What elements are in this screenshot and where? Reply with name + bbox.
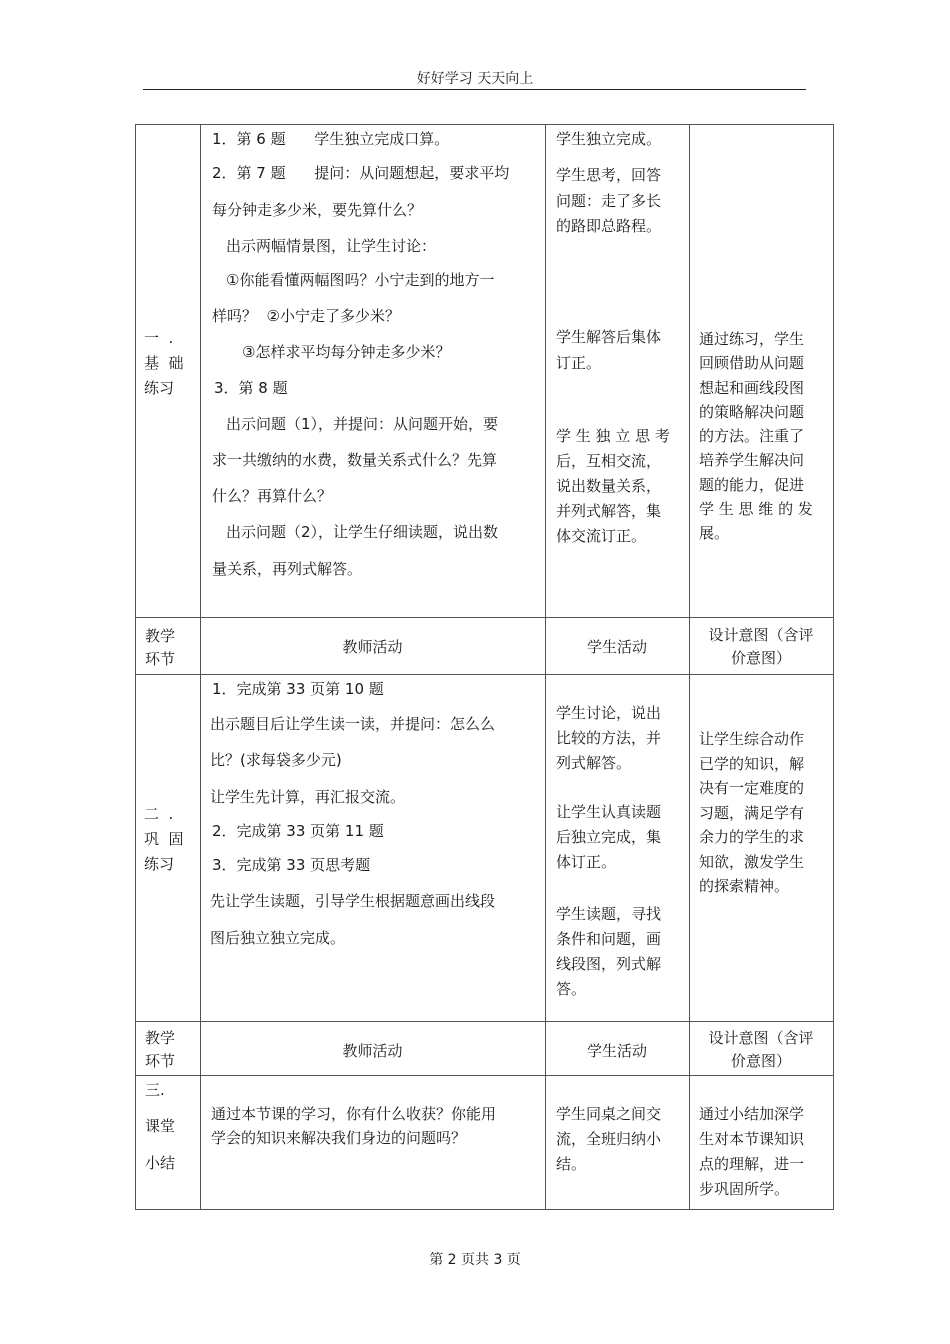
text-line: 题的能力，促进 xyxy=(699,475,805,494)
text-line: 比较的方法，并 xyxy=(556,729,662,747)
text-line: 通过本节课的学习，你有什么收获？你能用 xyxy=(211,1105,497,1123)
text-line: ③怎样求平均每分钟走多少米？ xyxy=(242,343,451,361)
text-line: 通过小结加深学 xyxy=(699,1105,805,1123)
table-border-right xyxy=(833,124,834,1210)
text-line: 步巩固所学。 xyxy=(699,1180,790,1198)
text-line: 培养学生解决问 xyxy=(699,451,805,470)
text-line: 出示问题（1），并提问：从问题开始，要 xyxy=(226,415,499,433)
text-line: 后，互相交流， xyxy=(556,452,662,470)
text-line: 余力的学生的求 xyxy=(699,828,805,846)
text-line: 学生同桌之间交 xyxy=(556,1105,662,1123)
text-line: 3．第 8 题 xyxy=(214,379,288,397)
section-title: 课堂 xyxy=(145,1117,176,1135)
header-text: 设计意图（含评 xyxy=(708,1029,814,1047)
row-divider xyxy=(135,1075,834,1076)
page-footer: 第 2 页共 3 页 xyxy=(429,1252,521,1268)
text-line: ①你能看懂两幅图吗？小宁走到的地方一 xyxy=(226,271,495,289)
header-rule xyxy=(143,89,806,90)
header-text: 教学 xyxy=(145,1029,176,1047)
text-line: 结。 xyxy=(556,1155,587,1173)
section-number: 一 . xyxy=(144,329,174,347)
text-line: 想起和画线段图 xyxy=(699,378,805,397)
row-divider xyxy=(135,1021,834,1022)
text-line: 什么？再算什么？ xyxy=(212,487,333,505)
teacher-activity-cell xyxy=(211,1102,543,1150)
section-title: 基 础 xyxy=(144,354,184,372)
text-line: 已学的知识，解 xyxy=(699,754,805,773)
row-divider xyxy=(135,674,834,675)
text-line: 习题，满足学有 xyxy=(699,803,805,822)
header-text: 设计意图（含评 xyxy=(708,626,814,644)
text-line: 知欲，激发学生 xyxy=(699,852,805,871)
text-line: 列式解答。 xyxy=(556,754,632,772)
section-label xyxy=(144,802,196,877)
text-line: 出示题目后让学生读一读，并提问：怎么么 xyxy=(210,715,496,733)
section-title: 练习 xyxy=(144,379,175,397)
text-line: 的方法。注重了 xyxy=(699,427,805,446)
column-header-stage xyxy=(145,1027,197,1073)
section-label xyxy=(144,326,196,401)
header-text: 环节 xyxy=(145,650,176,668)
text-line: 说出数量关系， xyxy=(556,477,662,495)
text-line: 3．完成第 33 页思考题 xyxy=(212,856,371,874)
text-line: 让学生综合动作 xyxy=(699,730,805,748)
section-number: 三. xyxy=(145,1081,165,1099)
text-line: 学生思考，回答 xyxy=(556,166,662,184)
text-line: 展。 xyxy=(699,524,730,543)
text-line: 图后独立独立完成。 xyxy=(210,929,346,947)
text-line: 1．第 6 题 学生独立完成口算。 xyxy=(212,130,450,148)
text-line: 条件和问题，画 xyxy=(556,930,662,948)
text-line: 1．完成第 33 页第 10 题 xyxy=(212,680,384,698)
table-border-top xyxy=(135,124,834,125)
text-line: 学 生 独 立 思 考 xyxy=(556,427,670,445)
text-line: 体订正。 xyxy=(556,853,617,871)
text-line: 学生独立完成。 xyxy=(556,130,662,148)
header-text: 环节 xyxy=(145,1052,176,1070)
text-line: 回顾借助从问题 xyxy=(699,354,805,373)
text-line: 点的理解，进一 xyxy=(699,1155,805,1173)
text-line: 订正。 xyxy=(556,354,602,372)
row-divider xyxy=(135,617,834,618)
text-line: 答。 xyxy=(556,980,587,998)
section-title: 巩 固 xyxy=(144,830,184,848)
text-line: 流，全班归纳小 xyxy=(556,1130,662,1148)
text-line: 让学生先计算，再汇报交流。 xyxy=(210,788,406,806)
text-line: 出示两幅情景图，让学生讨论： xyxy=(226,237,437,255)
text-line: 学会的知识来解决我们身边的问题吗？ xyxy=(211,1129,467,1147)
text-line: 线段图，列式解 xyxy=(556,955,662,973)
text-line: 后独立完成，集 xyxy=(556,828,662,846)
text-line: 2．完成第 33 页第 11 题 xyxy=(212,822,384,840)
text-line: 先让学生读题，引导学生根据题意画出线段 xyxy=(210,892,496,910)
text-line: 体交流订正。 xyxy=(556,527,647,545)
text-line: 每分钟走多少米，要先算什么？ xyxy=(212,201,423,219)
text-line: 让学生认真读题 xyxy=(556,803,662,821)
text-line: 学生讨论，说出 xyxy=(556,704,662,722)
column-header-design xyxy=(689,624,833,670)
design-intent-cell xyxy=(699,1102,829,1202)
text-line: 学生解答后集体 xyxy=(556,328,662,346)
table-border-left xyxy=(135,124,136,1210)
text-line: 量关系，再列式解答。 xyxy=(212,560,363,578)
text-line: 求一共缴纳的水费，数量关系式什么？先算 xyxy=(212,451,498,469)
section-title: 练习 xyxy=(144,855,175,873)
page-header: 好好学习 天天向上 xyxy=(416,71,534,87)
column-header-design xyxy=(689,1027,833,1073)
header-text: 价意图） xyxy=(730,1052,791,1070)
text-line: 学 生 思 维 的 发 xyxy=(699,500,813,519)
column-header-stage xyxy=(145,625,197,671)
student-activity-cell xyxy=(556,1102,684,1177)
text-line: 比？(求每袋多少元) xyxy=(210,751,342,769)
table-border-bottom xyxy=(135,1209,834,1210)
text-line: 的策略解决问题 xyxy=(699,402,805,421)
text-line: 样吗？ ②小宁走了多少米？ xyxy=(212,307,400,325)
text-line: 出示问题（2），让学生仔细读题，说出数 xyxy=(226,523,499,541)
text-line: 的探索精神。 xyxy=(699,877,790,895)
column-header-student: 学生活动 xyxy=(586,638,647,656)
text-line: 生对本节课知识 xyxy=(699,1130,805,1148)
text-line: 2．第 7 题 提问：从问题想起，要求平均 xyxy=(212,164,510,182)
text-line: 学生读题，寻找 xyxy=(556,905,662,923)
text-line: 的路即总路程。 xyxy=(556,217,662,235)
section-title: 小结 xyxy=(145,1154,176,1172)
text-line: 通过练习，学生 xyxy=(699,330,805,348)
text-line: 并列式解答，集 xyxy=(556,502,662,520)
text-line: 问题：走了多长 xyxy=(556,192,662,210)
column-header-teacher: 教师活动 xyxy=(342,1042,403,1060)
column-header-teacher: 教师活动 xyxy=(342,638,403,656)
design-intent-cell xyxy=(699,327,829,546)
design-intent-cell xyxy=(699,727,829,899)
header-text: 价意图） xyxy=(730,649,791,667)
section-number: 二 . xyxy=(144,805,174,823)
header-text: 教学 xyxy=(145,627,176,645)
column-header-student: 学生活动 xyxy=(586,1042,647,1060)
text-line: 决有一定难度的 xyxy=(699,779,805,797)
